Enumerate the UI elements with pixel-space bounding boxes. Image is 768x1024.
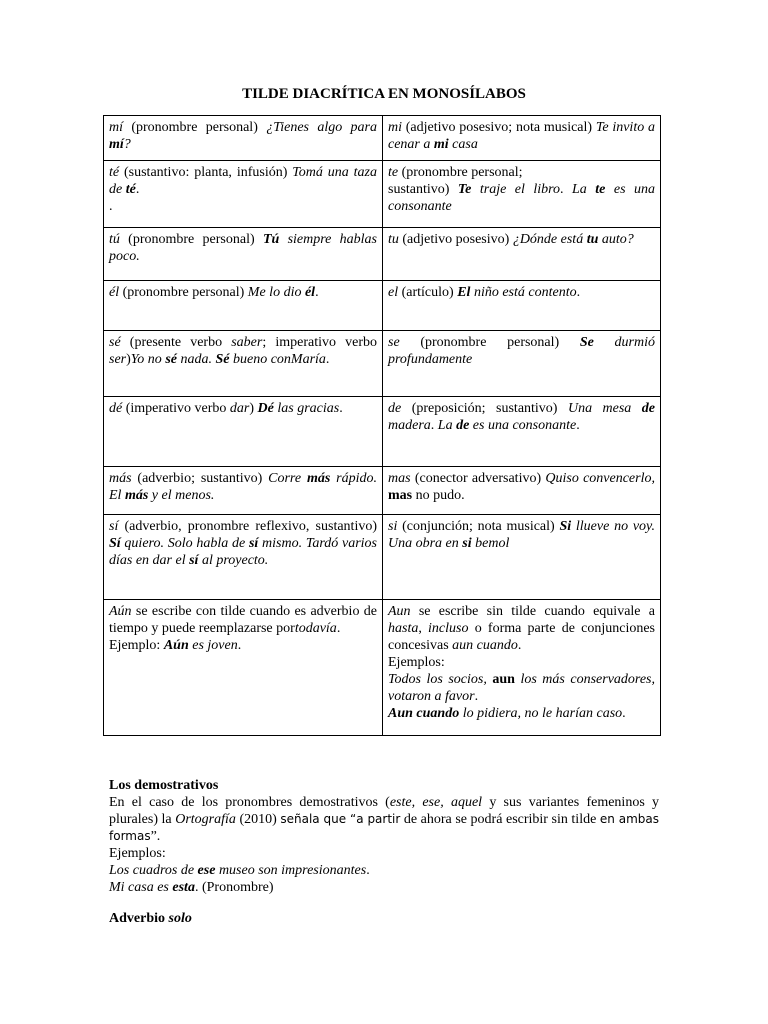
cell-sin-tilde: mas (conector adversativo) Quiso convencerlo, mas no pudo. [383, 467, 661, 515]
table-row [104, 161, 661, 228]
table-row [104, 281, 661, 331]
adverbio-section [109, 910, 659, 927]
table-row [104, 515, 661, 600]
table-row [104, 116, 661, 161]
table-row [104, 228, 661, 281]
table-row [104, 467, 661, 515]
cell-sin-tilde: de (preposición; sustantivo) Una mesa de madera. La de es una consonante. [383, 397, 661, 467]
cell-sin-tilde: el (artículo) El niño está contento. [383, 281, 661, 331]
cell-sin-tilde: te (pronombre personal; sustantivo) Te traje el libro. La te es una consonante [383, 161, 661, 228]
table-row [104, 600, 661, 736]
cell-sin-tilde: se (pronombre personal) Se durmió profundamente [383, 331, 661, 397]
cell-tilde: más (adverbio; sustantivo) Corre más rápido. El más y el menos. [104, 467, 383, 515]
tilde-table [103, 115, 661, 736]
example-1: Los cuadros de ese museo son impresionantes. [109, 863, 370, 878]
cell-tilde: sí (adverbio, pronombre reflexivo, sustantivo) Sí quiero. Solo habla de sí mismo. Tardó varios días en dar el sí al proyecto. [104, 515, 383, 600]
example-2: Mi casa es esta. (Pronombre) [109, 880, 274, 895]
demostrativos-section [109, 777, 659, 896]
cell-tilde: dé (imperativo verbo dar) Dé las gracias. [104, 397, 383, 467]
cell-tilde: tú (pronombre personal) Tú siempre hablas poco. [104, 228, 383, 281]
cell-tilde: Aún se escribe con tilde cuando es adverbio de tiempo y puede reemplazarse portodavía. Ejemplo: Aún es joven. [104, 600, 383, 736]
cell-sin-tilde: tu (adjetivo posesivo) ¿Dónde está tu auto? [383, 228, 661, 281]
examples-label: Ejemplos: [109, 846, 166, 861]
cell-sin-tilde: si (conjunción; nota musical) Si llueve no voy. Una obra en si bemol [383, 515, 661, 600]
cell-tilde: él (pronombre personal) Me lo dio él. [104, 281, 383, 331]
demostrativos-heading: Los demostrativos [109, 778, 219, 793]
table-row [104, 331, 661, 397]
cell-sin-tilde: Aun se escribe sin tilde cuando equivale a hasta, incluso o forma parte de conjunciones concesivas aun cuando. Ejemplos: Todos los socios, aun los más conservadores, votaron a favor. Aun cuando lo pidiera, no le harían caso. [383, 600, 661, 736]
cell-sin-tilde: mi (adjetivo posesivo; nota musical) Te invito a cenar a mi casa [383, 116, 661, 161]
table-body [104, 116, 661, 736]
cell-tilde: sé (presente verbo saber; imperativo verbo ser)Yo no sé nada. Sé bueno conMaría. [104, 331, 383, 397]
demostrativos-paragraph: En el caso de los pronombres demostrativos (este, ese, aquel y sus variantes femeninos y plurales) la Ortografía (2010) señala que “a partir de ahora se podrá escribir sin tilde en ambas formas”. [109, 795, 660, 844]
page-title: TILDE DIACRÍTICA EN MONOSÍLABOS [242, 86, 526, 102]
adverbio-heading: Adverbio solo [109, 911, 192, 926]
cell-tilde: mí (pronombre personal) ¿Tienes algo para mí? [104, 116, 383, 161]
table-row [104, 397, 661, 467]
cell-tilde: té (sustantivo: planta, infusión) Tomá una taza de té. . [104, 161, 383, 228]
